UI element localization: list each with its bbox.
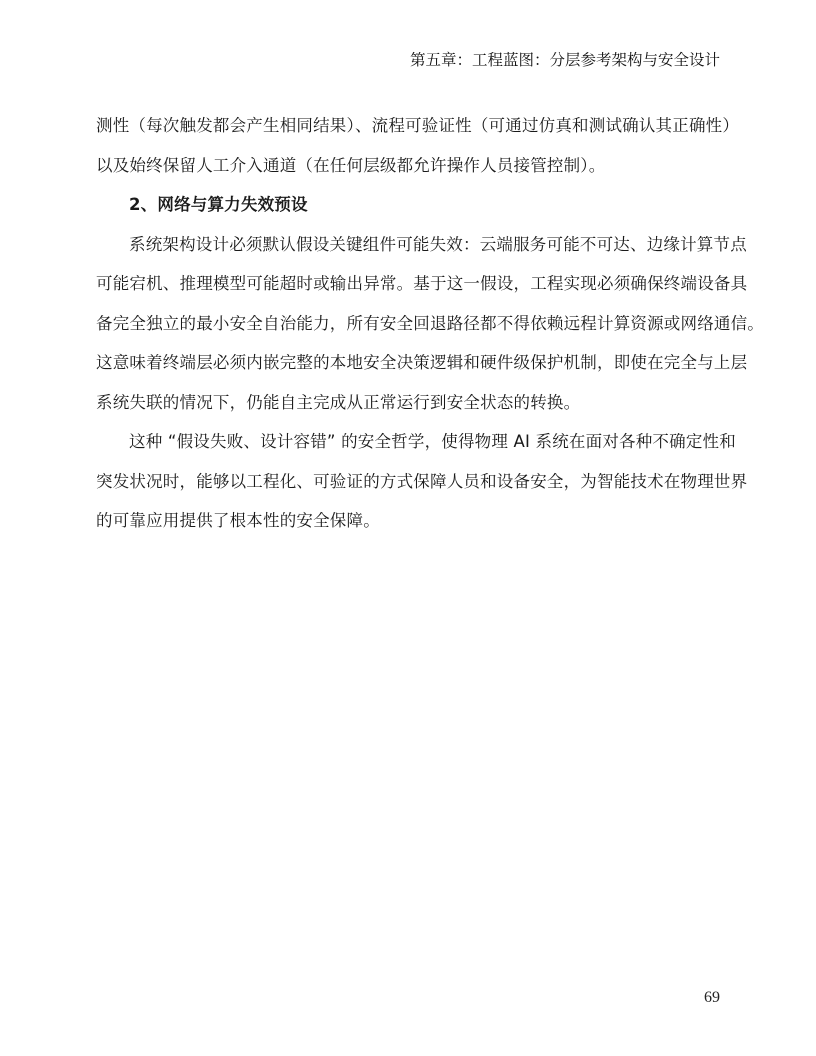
paragraph-line: 以及始终保留人工介入通道（在任何层级都允许操作人员接管控制）。 (96, 155, 606, 175)
paragraph-line: 测性（每次触发都会产生相同结果）、流程可验证性（可通过仿真和测试确认其正确性） (96, 116, 740, 135)
section-heading: 2、网络与算力失效预设 (129, 195, 308, 214)
running-header: 第五章：工程蓝图：分层参考架构与安全设计 (409, 51, 720, 69)
paragraph-line: 系统失联的情况下，仍能自主完成从正常运行到安全状态的转换。 (96, 392, 581, 412)
paragraph-line: 备完全独立的最小安全自治能力，所有安全回退路径都不得依赖远程计算资源或网络通信。 (96, 313, 764, 333)
paragraph-line: 的可靠应用提供了根本性的安全保障。 (96, 511, 380, 530)
paragraph-line: 系统架构设计必须默认假设关键组件可能失效：云端服务可能不可达、边缘计算节点 (129, 234, 747, 254)
body-paragraph (96, 422, 748, 541)
page-number: 69 (704, 989, 720, 1006)
paragraph-line: 这种 “假设失败、设计容错” 的安全哲学，使得物理 AI 系统在面对各种不确定性和 (129, 432, 736, 451)
paragraph-line: 可能宕机、推理模型可能超时或输出异常。基于这一假设，工程实现必须确保终端设备具 (96, 274, 748, 293)
page-body (96, 106, 764, 541)
paragraph-line: 这意味着终端层必须内嵌完整的本地安全决策逻辑和硬件级保护机制，即使在完全与上层 (96, 353, 748, 372)
paragraph-line: 突发状况时，能够以工程化、可验证的方式保障人员和设备安全，为智能技术在物理世界 (96, 471, 748, 491)
continued-paragraph (96, 106, 740, 185)
body-paragraph (96, 225, 764, 423)
